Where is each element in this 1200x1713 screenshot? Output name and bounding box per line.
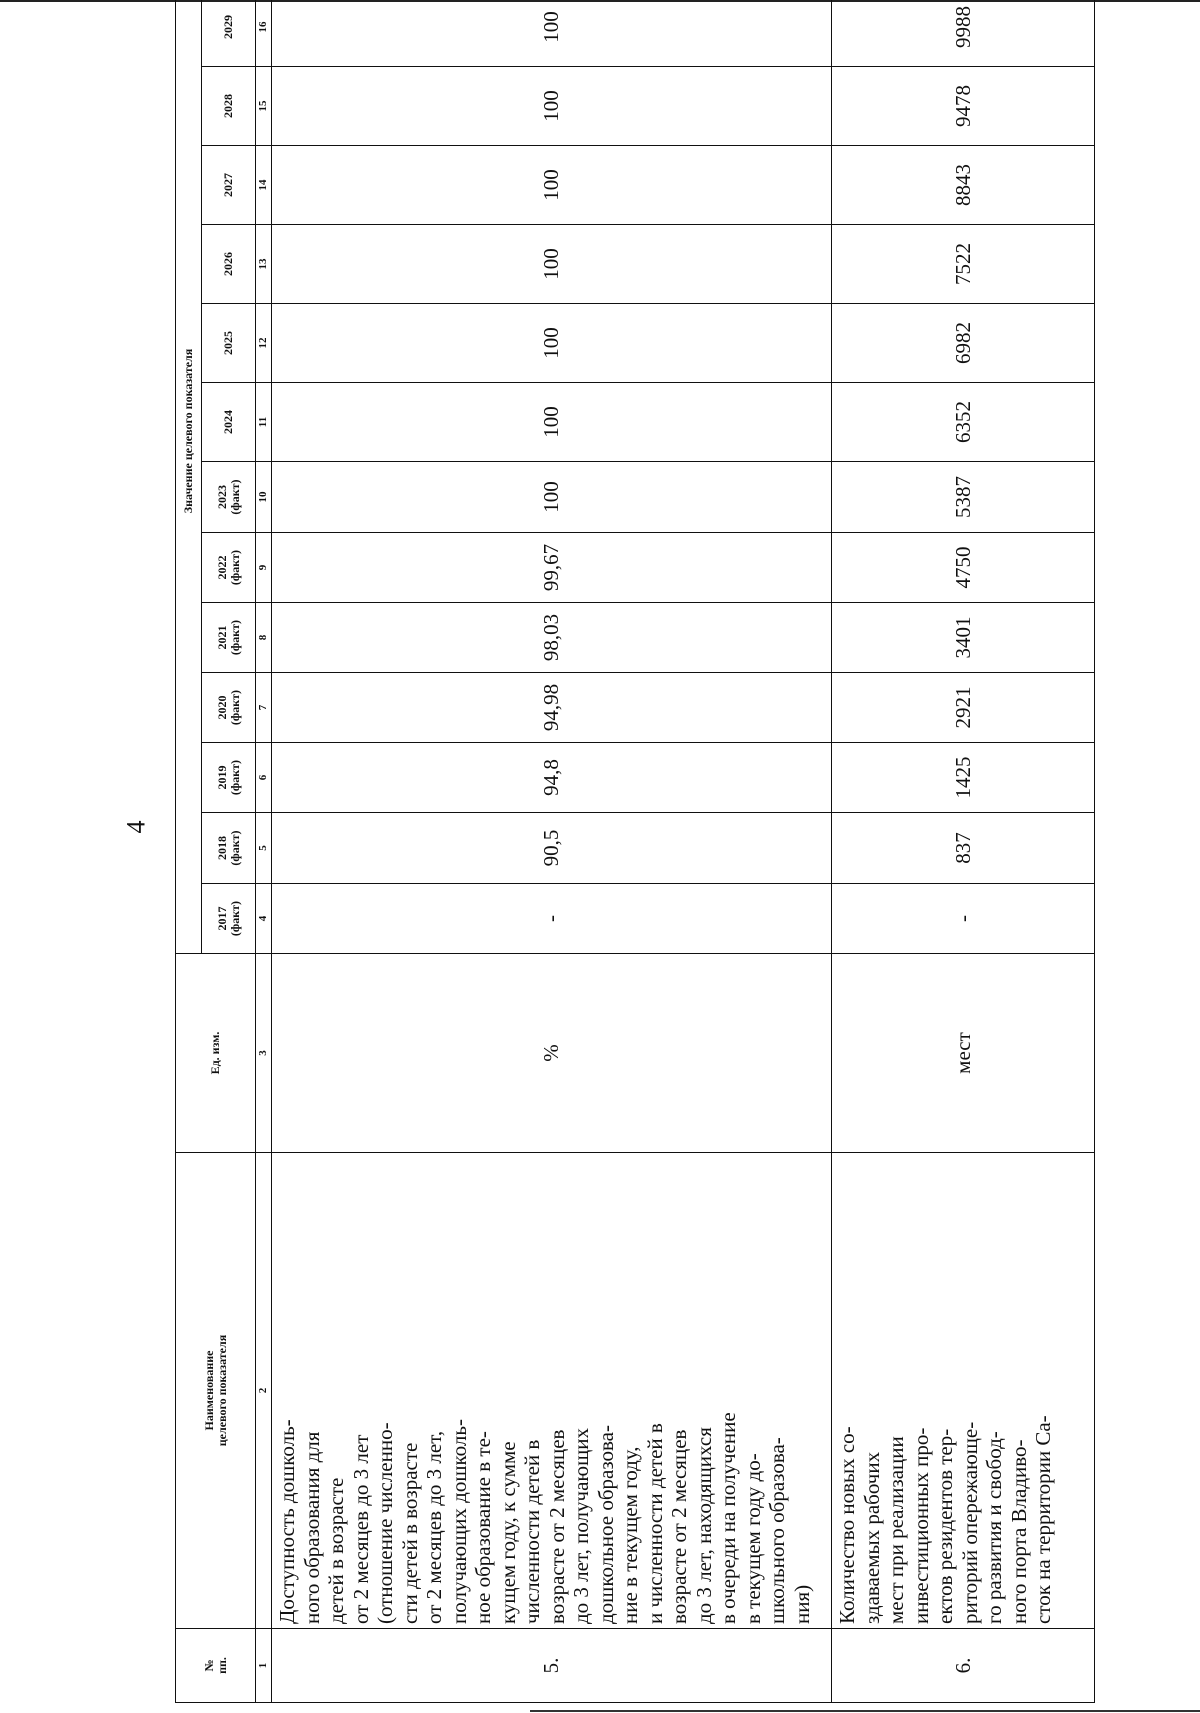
bottom-rule	[530, 1710, 1200, 1712]
row-num: 5.	[272, 1629, 832, 1703]
header-year: 2022 (факт)	[202, 533, 256, 603]
value-cell: 100	[272, 225, 832, 304]
value-cell: 100	[272, 146, 832, 225]
column-number: 8	[256, 603, 272, 673]
row-name	[272, 1153, 832, 1629]
value-cell: -	[272, 884, 832, 954]
header-year: 2020 (факт)	[202, 673, 256, 743]
row-unit: мест	[832, 954, 1095, 1153]
value-cell: 100	[272, 0, 832, 67]
value-cell: 9988	[832, 0, 1095, 67]
value-cell: 3401	[832, 603, 1095, 673]
column-number: 14	[256, 146, 272, 225]
header-unit	[176, 954, 256, 1153]
page-number: 4	[121, 820, 151, 834]
value-cell: 1425	[832, 743, 1095, 813]
table-row	[272, 0, 832, 1703]
row-name	[832, 1153, 1095, 1629]
header-row-1	[176, 0, 202, 1703]
header-values-group	[176, 0, 202, 954]
header-year: 2023 (факт)	[202, 462, 256, 533]
column-number: 12	[256, 304, 272, 383]
header-values-group-text: Значение целевого показателя	[181, 348, 195, 514]
column-number: 11	[256, 383, 272, 462]
column-number: 6	[256, 743, 272, 813]
row-name-text: Доступность дошколь- ного образования для детей в возрасте от 2 месяцев до 3 лет (отношение численно- сти детей в возрасте от 2 месяцев до 3 лет, получающих дошколь- ное образование в те- кущем году, к сумме численности детей в возрасте от 2 месяцев до 3 лет, получающих дошкольное образова- ние в текущем году, и численности детей в возрасте от 2 месяцев до 3 лет, находящихся в очереди на получение в текущем году до- школьного образова- ния)	[275, 1412, 814, 1624]
value-cell: 4750	[832, 533, 1095, 603]
header-year: 2028	[202, 67, 256, 146]
value-cell: 90,5	[272, 813, 832, 884]
header-num-text: № пп.	[201, 1657, 229, 1674]
rotated-table-container	[175, 0, 1095, 1703]
target-indicators-table	[175, 0, 1095, 1703]
header-name-text: Наименование целевого показателя	[201, 1334, 229, 1447]
value-cell: 5387	[832, 462, 1095, 533]
column-number: 2	[256, 1153, 272, 1629]
value-cell: -	[832, 884, 1095, 954]
header-num	[176, 1629, 256, 1703]
table-row	[832, 0, 1095, 1703]
header-unit-text: Ед. изм.	[208, 1031, 222, 1075]
value-cell: 100	[272, 67, 832, 146]
header-year: 2025	[202, 304, 256, 383]
header-year: 2029	[202, 0, 256, 67]
column-number: 7	[256, 673, 272, 743]
value-cell: 2921	[832, 673, 1095, 743]
header-year: 2026	[202, 225, 256, 304]
header-year: 2021 (факт)	[202, 603, 256, 673]
column-number: 4	[256, 884, 272, 954]
header-year: 2018 (факт)	[202, 813, 256, 884]
column-number: 3	[256, 954, 272, 1153]
row-unit: %	[272, 954, 832, 1153]
value-cell: 94,98	[272, 673, 832, 743]
column-number: 10	[256, 462, 272, 533]
column-number: 13	[256, 225, 272, 304]
value-cell: 6352	[832, 383, 1095, 462]
value-cell: 98,03	[272, 603, 832, 673]
column-number: 5	[256, 813, 272, 884]
header-year: 2027	[202, 146, 256, 225]
value-cell: 94,8	[272, 743, 832, 813]
header-year: 2019 (факт)	[202, 743, 256, 813]
value-cell: 100	[272, 304, 832, 383]
value-cell: 6982	[832, 304, 1095, 383]
header-name	[176, 1153, 256, 1629]
column-number: 9	[256, 533, 272, 603]
row-name-text: Количество новых со- здаваемых рабочих мест при реализации инвестиционных про- ектов резидентов тер- риторий опережающе- го развития и свобод- ного порта Владиво- сток на территории Са-	[835, 1415, 1055, 1624]
row-num: 6.	[832, 1629, 1095, 1703]
value-cell: 99,67	[272, 533, 832, 603]
header-year: 2017 (факт)	[202, 884, 256, 954]
column-number: 1	[256, 1629, 272, 1703]
header-row-column-numbers	[256, 0, 272, 1703]
value-cell: 7522	[832, 225, 1095, 304]
column-number: 15	[256, 67, 272, 146]
column-number: 16	[256, 0, 272, 67]
value-cell: 100	[272, 462, 832, 533]
value-cell: 100	[272, 383, 832, 462]
value-cell: 8843	[832, 146, 1095, 225]
value-cell: 9478	[832, 67, 1095, 146]
value-cell: 837	[832, 813, 1095, 884]
header-year: 2024	[202, 383, 256, 462]
